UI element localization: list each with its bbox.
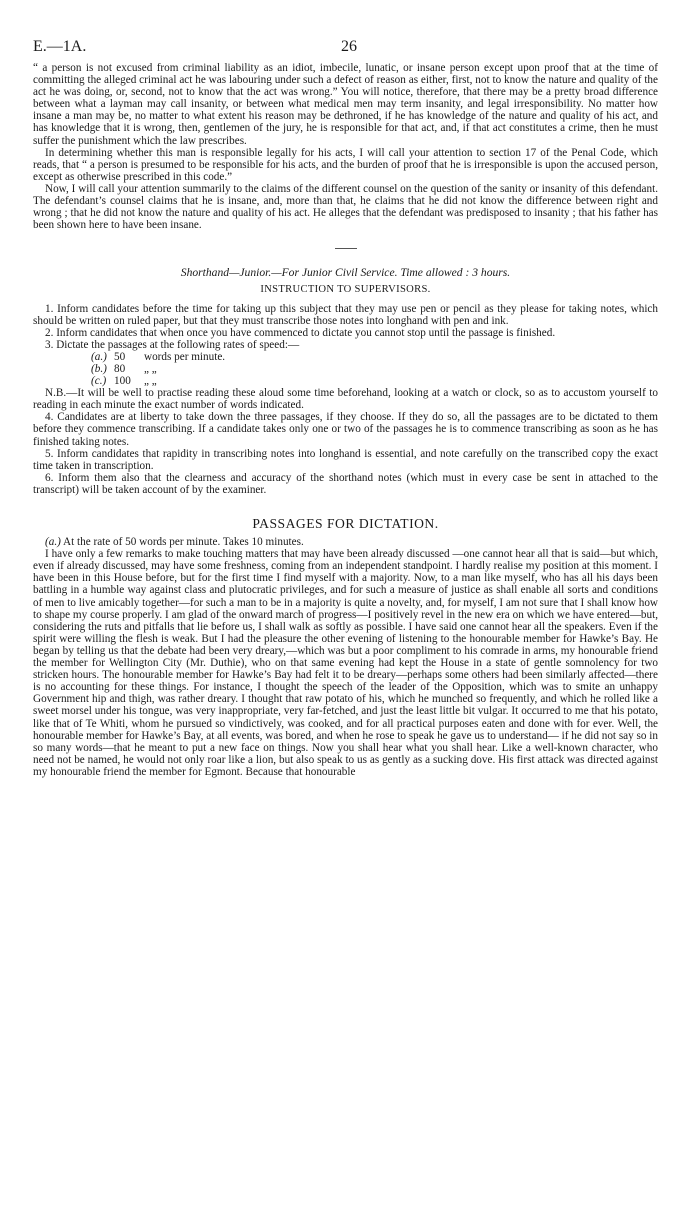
rate-line	[91, 351, 658, 363]
passage-a-label: (a.)	[45, 536, 61, 549]
quote-paragraph-3: Now, I will call your attention summarily to the claims of the different counsel on the question of the sanity or insanity of this defendant. The defendant’s counsel claims that he is insane, and, more than that, he claims that he did not know the difference between right and wrong ; that he did not know the nature and quality of his act. He alleges that the defendant was predisposed to insanity ; that his father has been shown here to have been insane.	[33, 182, 658, 232]
passage-a-body: I have only a few remarks to make touching matters that may have been already discussed —one cannot hear all that is said—but which, even if already discussed, may have some freshness, coming from an independent standpoint. I hardly realise my position at this moment. I have been in this House before, but for the first time I find myself with a majority. Now, to a man like myself, who has all his days been battling in a humble way against class and plutocratic privileges, and for such a measure of justice as shall enable all sorts and conditions of men to live amicably together—for such a man to be in a majority is quite a novelty, and, for myself, I am not sure that I shall know how to shape my course properly. I am glad of the onward march of progress—I positively revel in the new era on which we have entered—but, considering the ruts and pitfalls that lie before us, I shall walk as softly as possible. I have said one cannot hear all the speakers. Even if the spirit were willing the flesh is weak. But I had the pleasure the other evening of listening to the honourable member for Hawke’s Bay. He began by telling us that the debate had been very dreary,—which was but a poor compliment to his comrade in arms, my honourable friend the member for Wellington City (Mr. Duthie), who on that same evening had kept the House in a state of gentle somnolency for two stricken hours. The honourable member for Hawke’s Bay had felt it to be dreary—perhaps some others had been similarly affected—there is no accounting for these things. For instance, I thought the speech of the leader of the Opposition, which was to smite an unhappy Government hip and thigh, was rather dreary. I thought that raw potato of his, which he munched so frequently, and which he rolled like a sweet morsel under his tongue, was very inappropriate, very far-fetched, and just the least little bit vulgar. It occurred to me that his potato, like that of Te Whiti, whom he pursued so vindictively, was cooked, and for all practical purposes eaten and done with for ever. Well, the honourable member for Hawke’s Bay, at all events, was bored, and when he rose to speak he gave us to understand— if he did not say so in so many words—that he meant to put a new face on things. Now you shall hear what you shall hear. Like a well-known character, who need not be named, he would not only roar like a lion, but also speak to us as gently as a sucking dove. His first attack was directed against my honourable friend the member for Egmont. Because that honourable	[33, 548, 658, 778]
instruction-5: 5. Inform candidates that rapidity in transcribing notes into longhand is essential, and note carefully on the transcribed copy the exact time taken in transcription.	[33, 447, 658, 472]
rate-unit: words per minute.	[144, 350, 226, 363]
document-page	[33, 38, 658, 778]
rate-value: 100	[114, 375, 131, 388]
rate-label: (a.)	[91, 350, 107, 363]
instruction-nb: N.B.—It will be well to practise reading these aloud some time beforehand, looking at a watch or clock, so as to accustom yourself to reading in each minute the exact number of words indicated.	[33, 387, 658, 412]
page-number: 26	[341, 38, 357, 55]
rate-label: (c.)	[91, 375, 107, 388]
passages-title: PASSAGES FOR DICTATION.	[252, 516, 439, 531]
section-subtitle: INSTRUCTION TO SUPERVISORS.	[260, 284, 431, 296]
rate-unit: „ „	[144, 375, 157, 388]
document-reference: E.—1A.	[33, 38, 87, 55]
rate-value: 50	[114, 350, 126, 363]
instruction-1: 1. Inform candidates before the time for taking up this subject that they may use pen or pencil as they please for taking notes, which should be written on ruled paper, but that they must transcribe those notes into longhand with pen and ink.	[33, 302, 658, 327]
rate-value: 80	[114, 362, 126, 375]
instruction-6: 6. Inform them also that the clearness and accuracy of the shorthand notes (which must in every case be sent in attached to the transcript) will be taken account of by the examiner.	[33, 471, 658, 496]
rate-line	[91, 363, 658, 375]
rate-label: (b.)	[91, 362, 107, 375]
passage-a-heading	[33, 536, 658, 548]
page-header	[33, 38, 658, 62]
section-title: Shorthand—Junior.—For Junior Civil Service. Time allowed : 3 hours.	[180, 266, 511, 280]
section-divider	[335, 248, 357, 249]
rate-unit: „ „	[144, 362, 157, 375]
quote-paragraph-2: In determining whether this man is responsible legally for his acts, I will call your attention to section 17 of the Penal Code, which reads, that “ a person is presumed to be responsible for his acts, and the burden of proof that he is irresponsible is upon the accused person, except as otherwise prescribed in this code.”	[33, 146, 658, 183]
rate-line	[91, 375, 658, 387]
instruction-4: 4. Candidates are at liberty to take down the three passages, if they choose. If they do so, all the passages are to be dictated to them before they commence transcribing. If a candidate takes only one or two of the passages he is to commence transcribing as soon as he has finished taking notes.	[33, 411, 658, 448]
instruction-2: 2. Inform candidates that when once you have commenced to dictate you cannot stop until the passage is finished.	[45, 326, 556, 339]
instruction-3: 3. Dictate the passages at the following rates of speed:—	[45, 338, 300, 351]
passage-a-rate: At the rate of 50 words per minute. Takes 10 minutes.	[63, 536, 304, 549]
quote-paragraph-1: “ a person is not excused from criminal liability as an idiot, imbecile, lunatic, or insane person except upon proof that at the time of committing the alleged criminal act he was labouring under such a defect of reason as either, first, not to know the nature and quality of the act he was doing, or, second, not to know that the act was wrong.” You will notice, therefore, that there may be a pretty broad difference between what a layman may call insanity, or between what medical men may term insanity, and legal irresponsibility. No matter how insane a man may be, no matter to what extent his reason may be dethroned, if he has knowledge of the nature and quality of his act, and has knowledge that it is wrong, then, gentlemen of the jury, he is responsible for that act, and, if that act constitutes a crime, then he must suffer the punishment which the law prescribes.	[33, 62, 658, 147]
